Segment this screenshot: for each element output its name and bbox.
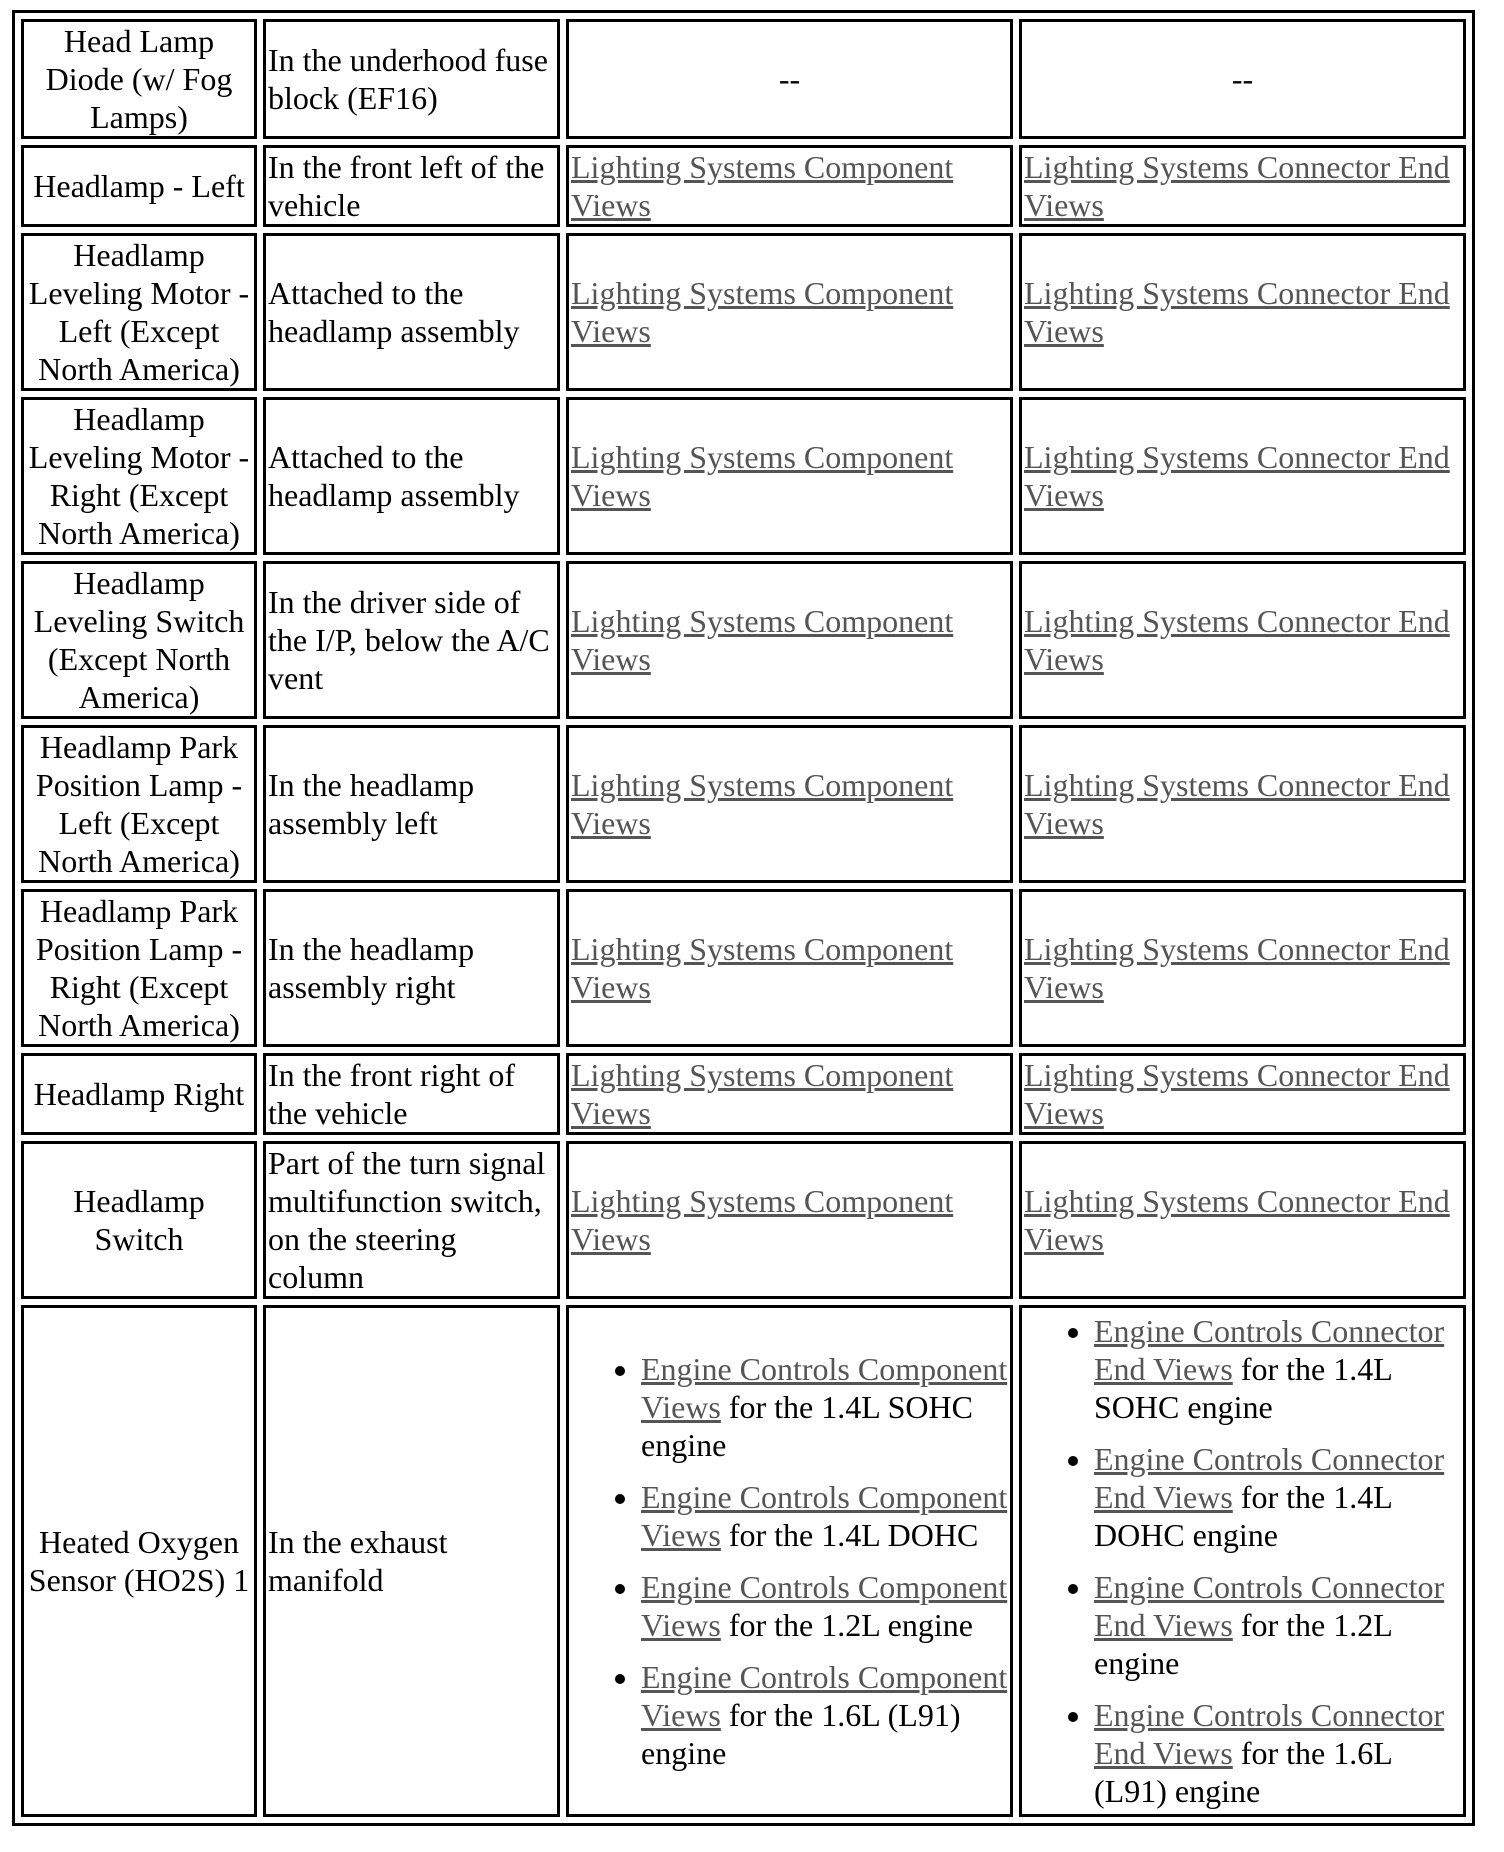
- connector-views-cell: [1019, 1141, 1466, 1299]
- component-views-link[interactable]: Lighting Systems Component Views: [571, 439, 954, 513]
- component-name-cell: Headlamp Park Position Lamp - Left (Except North America): [21, 725, 257, 883]
- connector-end-views-link[interactable]: Lighting Systems Connector End Views: [1024, 1057, 1450, 1131]
- table-row: [21, 1305, 1466, 1817]
- list-item: [641, 1658, 1008, 1772]
- connector-views-cell: [1019, 561, 1466, 719]
- location-cell: In the underhood fuse block (EF16): [263, 19, 560, 139]
- component-views-link[interactable]: Lighting Systems Component Views: [571, 603, 954, 677]
- connector-end-views-link[interactable]: Lighting Systems Connector End Views: [1024, 767, 1450, 841]
- component-views-list: [571, 1350, 1008, 1772]
- component-views-link[interactable]: Engine Controls Component Views: [641, 1659, 1008, 1733]
- connector-views-cell: --: [1019, 19, 1466, 139]
- component-views-link[interactable]: Engine Controls Component Views: [641, 1479, 1008, 1553]
- component-name-cell: Headlamp - Left: [21, 145, 257, 227]
- component-views-link[interactable]: Lighting Systems Component Views: [571, 1183, 954, 1257]
- component-name-cell: Headlamp Right: [21, 1053, 257, 1135]
- component-views-cell: [566, 889, 1013, 1047]
- component-views-link[interactable]: Lighting Systems Component Views: [571, 767, 954, 841]
- table-row: [21, 397, 1466, 555]
- connector-end-views-link[interactable]: Engine Controls Connector End Views: [1094, 1313, 1445, 1387]
- component-name-cell: Headlamp Park Position Lamp - Right (Except North America): [21, 889, 257, 1047]
- component-views-link[interactable]: Lighting Systems Component Views: [571, 931, 954, 1005]
- connector-views-cell: [1019, 1305, 1466, 1817]
- component-views-link[interactable]: Lighting Systems Component Views: [571, 1057, 954, 1131]
- location-cell: Part of the turn signal multifunction switch, on the steering column: [263, 1141, 560, 1299]
- connector-views-cell: [1019, 889, 1466, 1047]
- table-row: [21, 145, 1466, 227]
- table-row: [21, 1141, 1466, 1299]
- engine-note: for the 1.4L DOHC engine: [1094, 1479, 1392, 1553]
- connector-views-cell: [1019, 725, 1466, 883]
- component-views-link[interactable]: Engine Controls Component Views: [641, 1351, 1008, 1425]
- component-views-cell: [566, 1305, 1013, 1817]
- list-item: [641, 1350, 1008, 1464]
- connector-end-views-link[interactable]: Engine Controls Connector End Views: [1094, 1441, 1445, 1515]
- component-locator-table: [12, 10, 1475, 1826]
- table-row: [21, 233, 1466, 391]
- table-row: [21, 725, 1466, 883]
- engine-note: for the 1.6L (L91) engine: [1094, 1735, 1392, 1809]
- table-row: [21, 19, 1466, 139]
- table-row: [21, 561, 1466, 719]
- component-name-cell: Headlamp Leveling Switch (Except North America): [21, 561, 257, 719]
- location-cell: In the exhaust manifold: [263, 1305, 560, 1817]
- connector-end-views-link[interactable]: Engine Controls Connector End Views: [1094, 1569, 1445, 1643]
- connector-views-cell: [1019, 1053, 1466, 1135]
- connector-end-views-link[interactable]: Engine Controls Connector End Views: [1094, 1697, 1445, 1771]
- engine-note: for the 1.6L (L91) engine: [641, 1697, 961, 1771]
- connector-views-cell: [1019, 397, 1466, 555]
- location-cell: In the headlamp assembly right: [263, 889, 560, 1047]
- connector-views-list: [1024, 1312, 1461, 1810]
- component-views-cell: [566, 397, 1013, 555]
- list-item: [641, 1568, 1008, 1644]
- component-views-link[interactable]: Lighting Systems Component Views: [571, 149, 954, 223]
- component-name-cell: Headlamp Leveling Motor - Right (Except North America): [21, 397, 257, 555]
- list-item: [641, 1478, 1008, 1554]
- location-cell: In the front right of the vehicle: [263, 1053, 560, 1135]
- component-views-cell: [566, 561, 1013, 719]
- component-name-cell: Head Lamp Diode (w/ Fog Lamps): [21, 19, 257, 139]
- component-views-cell: --: [566, 19, 1013, 139]
- connector-end-views-link[interactable]: Lighting Systems Connector End Views: [1024, 149, 1450, 223]
- engine-note: for the 1.4L SOHC engine: [641, 1389, 973, 1463]
- connector-views-cell: [1019, 233, 1466, 391]
- location-cell: In the front left of the vehicle: [263, 145, 560, 227]
- location-cell: In the headlamp assembly left: [263, 725, 560, 883]
- connector-end-views-link[interactable]: Lighting Systems Connector End Views: [1024, 1183, 1450, 1257]
- component-views-cell: [566, 1053, 1013, 1135]
- list-item: [1094, 1312, 1461, 1426]
- component-views-cell: [566, 725, 1013, 883]
- list-item: [1094, 1696, 1461, 1810]
- connector-end-views-link[interactable]: Lighting Systems Connector End Views: [1024, 275, 1450, 349]
- connector-end-views-link[interactable]: Lighting Systems Connector End Views: [1024, 931, 1450, 1005]
- component-views-cell: [566, 145, 1013, 227]
- connector-end-views-link[interactable]: Lighting Systems Connector End Views: [1024, 439, 1450, 513]
- table-row: [21, 1053, 1466, 1135]
- component-views-link[interactable]: Lighting Systems Component Views: [571, 275, 954, 349]
- engine-note: for the 1.2L engine: [720, 1607, 973, 1643]
- component-name-cell: Heated Oxygen Sensor (HO2S) 1: [21, 1305, 257, 1817]
- engine-note: for the 1.4L SOHC engine: [1094, 1351, 1392, 1425]
- list-item: [1094, 1568, 1461, 1682]
- component-name-cell: Headlamp Leveling Motor - Left (Except North America): [21, 233, 257, 391]
- component-views-link[interactable]: Engine Controls Component Views: [641, 1569, 1008, 1643]
- engine-note: for the 1.2L engine: [1094, 1607, 1392, 1681]
- component-views-cell: [566, 233, 1013, 391]
- component-views-cell: [566, 1141, 1013, 1299]
- component-name-cell: Headlamp Switch: [21, 1141, 257, 1299]
- connector-views-cell: [1019, 145, 1466, 227]
- location-cell: Attached to the headlamp assembly: [263, 233, 560, 391]
- table-row: [21, 889, 1466, 1047]
- list-item: [1094, 1440, 1461, 1554]
- location-cell: In the driver side of the I/P, below the A/C vent: [263, 561, 560, 719]
- location-cell: Attached to the headlamp assembly: [263, 397, 560, 555]
- component-locator-table-wrapper: [12, 10, 1475, 1826]
- connector-end-views-link[interactable]: Lighting Systems Connector End Views: [1024, 603, 1450, 677]
- engine-note: for the 1.4L DOHC: [720, 1517, 979, 1553]
